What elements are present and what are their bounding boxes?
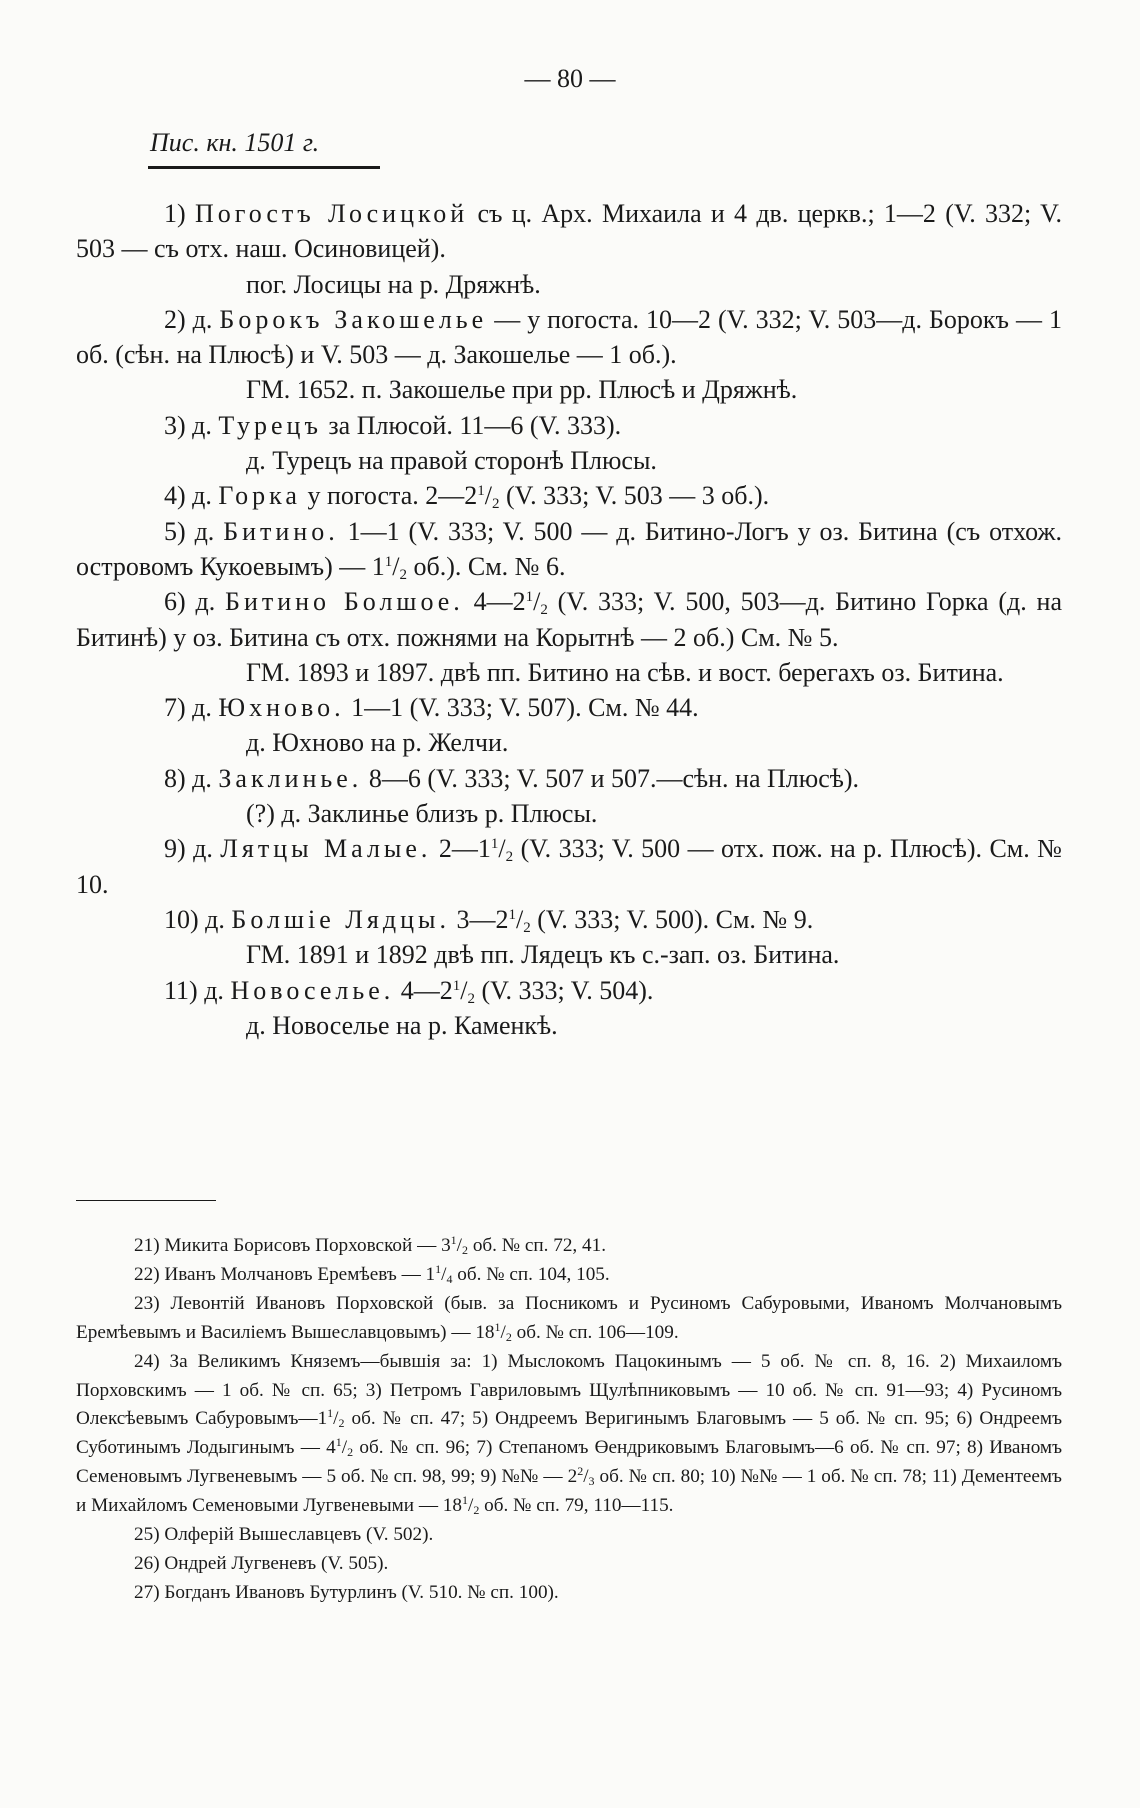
entry-detail: 8—6 (V. 333; V. 507 и 507.—сѣн. на Плюсѣ). (362, 763, 860, 793)
page-number: — 80 — (524, 64, 616, 93)
settlement-name: Битино Болшое. (225, 587, 464, 617)
entry (76, 902, 1062, 937)
settlement-type: д. (194, 516, 224, 546)
entry (76, 761, 1062, 796)
entry (76, 584, 1062, 655)
settlement-name: Погостъ Лосицкой (194, 199, 469, 228)
footnotes (76, 1232, 1062, 1608)
header-rule (148, 166, 380, 169)
entry-note: д. Турецъ на правой сторонѣ Плюсы. (246, 446, 657, 476)
settlement-type: д. (205, 904, 232, 934)
settlement-name: Болшіе Лядцы. (231, 904, 450, 934)
entry-detail: $3—2^1/_2$ (V. 333; V. 500). См. № 9. (449, 904, 814, 936)
entry-detail: — у погоста. 10—2 (V. 332; V. 503—д. Борокъ — 1 об. (сѣн. на Плюсѣ) и V. 503 — д. Закошелье — 1 об.). (76, 304, 1062, 370)
entry-detail: $4—2^1/_2$ (V. 333; V. 504). (394, 975, 654, 1007)
footnote: 22) Иванъ Молчановъ Еремѣевъ — $1^1/_4$ об. № сп. 104, 105. (134, 1261, 610, 1286)
settlement-type: д. (192, 481, 219, 511)
entry-number: 5) (164, 516, 195, 546)
footnote: 26) Ондрей Лугвеневъ (V. 505). (134, 1552, 389, 1574)
settlement-name: Горка (218, 481, 301, 511)
settlement-type: д. (193, 834, 221, 864)
entry-note: ГМ. 1891 и 1892 двѣ пп. Лядецъ къ с.-зап. оз. Битина. (246, 940, 840, 970)
footnote: 21) Микита Борисовъ Порховской — $3^1/_2$ об. № сп. 72, 41. (134, 1233, 607, 1257)
entry-detail: за Плюсой. 11—6 (V. 333). (321, 410, 622, 440)
settlement-name: Заклинье. (218, 763, 363, 793)
entry-number: 8) (164, 763, 193, 793)
settlement-name: Лятцы Малые. (220, 834, 432, 864)
entry-detail: $2—1^1/_2$ (V. 333; V. 500 — отх. пож. на р. Плюсѣ). См. № 10. (76, 834, 1062, 899)
entry-detail: у погоста. $2—2^1/_2$ (V. 333; V. 503 — 3 об.). (300, 481, 770, 513)
settlement-type: д. (204, 975, 231, 1005)
entry (76, 302, 1062, 373)
entry-note: д. Новоселье на р. Каменкѣ. (246, 1010, 558, 1040)
entry-detail: съ ц. Арх. Михаила и 4 дв. церкв.; 1—2 (V. 332; V. 503 — съ отх. наш. Осиновицей). (76, 199, 1062, 264)
footnote: 23) Левонтій Ивановъ Порховской (быв. за Посникомъ и Русиномъ Сабуровыми, Иваномъ Молчановымъ Еремѣевымъ и Василіемъ Вышеславцовымъ) — $18^1/_2$ об. № сп. 106—109. (76, 1292, 1062, 1344)
settlement-type: д. (192, 304, 220, 334)
entry (76, 973, 1062, 1008)
footnote-rule (76, 1200, 216, 1201)
entry-note: ГМ. 1652. п. Закошелье при рр. Плюсѣ и Дряжнѣ. (246, 375, 798, 405)
entry-number: 4) (164, 481, 193, 511)
entry-number: 11) (164, 975, 205, 1005)
entry-note: (?) д. Заклинье близъ р. Плюсы. (246, 799, 598, 829)
footnote: 25) Олферій Вышеславцевъ (V. 502). (134, 1524, 434, 1546)
settlement-type: д. (195, 587, 226, 617)
entry (76, 408, 1062, 443)
entry (76, 831, 1062, 902)
entry-number: 3) (164, 410, 193, 440)
settlement-name: Битино. (223, 516, 339, 546)
entry-note: пог. Лосицы на р. Дряжнѣ. (246, 269, 541, 299)
settlement-type: д. (192, 410, 219, 440)
entry-number: 1) (164, 199, 195, 228)
entry-number: 9) (164, 834, 194, 864)
settlement-type: д. (192, 763, 219, 793)
entry-number: 6) (164, 587, 196, 617)
entry-number: 7) (164, 693, 193, 723)
settlement-name: Новоселье. (230, 975, 395, 1005)
entry (76, 196, 1062, 267)
entry (76, 690, 1062, 725)
entry-note: д. Юхново на р. Желчи. (246, 728, 509, 758)
settlement-name: Борокъ Закошелье (219, 304, 488, 334)
entry-detail: $4—2^1/_2$ (V. 333; V. 500, 503—д. Битино Горка (д. на Битинѣ) у оз. Битина съ отх. пожнями на Корытнѣ — 2 об.) См. № 5. (76, 587, 1062, 652)
entry (76, 478, 1062, 513)
entry-detail: 1—1 (V. 333; V. 500 — д. Битино-Логъ у оз. Битина (съ отхож. островомъ Кукоевымъ) — $1^1/_2$ об.). См. № 6. (76, 516, 1062, 583)
footnote: 24) За Великимъ Княземъ—бывшія за: 1) Мыслокомъ Пацокинымъ — 5 об. № сп. 8, 16. 2) Михаиломъ Порховскимъ — 1 об. № сп. 65; 3) Петромъ Гавриловымъ Щулѣпниковымъ — 10 об. № сп. 91—93; 4) Русиномъ Олексѣевымъ $Сабуровымъ—1^1/_2$ об. № сп. 47; 5) Ондреемъ Веригинымъ Благовымъ — 5 об. № сп. 95; 6) Ондреемъ Суботинымъ Лодыгинымъ — $4^1/_2$ об. № сп. 96; 7) Степаномъ Өендриковымъ Благовымъ—6 об. № сп. 97; 8) Иваномъ Семеновымъ Лугвеневымъ — 5 об. № сп. 98, 99; 9) №№ — $2^2/_3$ об. № сп. 80; 10) №№ — 1 об. № сп. 78; 11) Дементеемъ и Михайломъ Семеновыми Лугвеневыми — $18^1/_2$ об. № сп. 79, 110—115. (76, 1350, 1062, 1518)
settlement-name: Турецъ (218, 410, 322, 440)
settlement-name: Юхново. (218, 693, 345, 723)
entry-number: 2) (164, 304, 193, 334)
footnote: 27) Богданъ Ивановъ Бутурлинъ (V. 510. № сп. 100). (134, 1581, 559, 1603)
running-header: Пис. кн. 1501 г. (150, 128, 320, 157)
settlement-type: д. (192, 693, 219, 723)
main-text (76, 196, 1062, 1043)
entry (76, 514, 1062, 585)
entry-number: 10) (164, 904, 206, 934)
entry-note: ГМ. 1893 и 1897. двѣ пп. Битино на сѣв. и вост. берегахъ оз. Битина. (246, 657, 1004, 687)
entry-detail: 1—1 (V. 333; V. 507). См. № 44. (344, 693, 699, 723)
